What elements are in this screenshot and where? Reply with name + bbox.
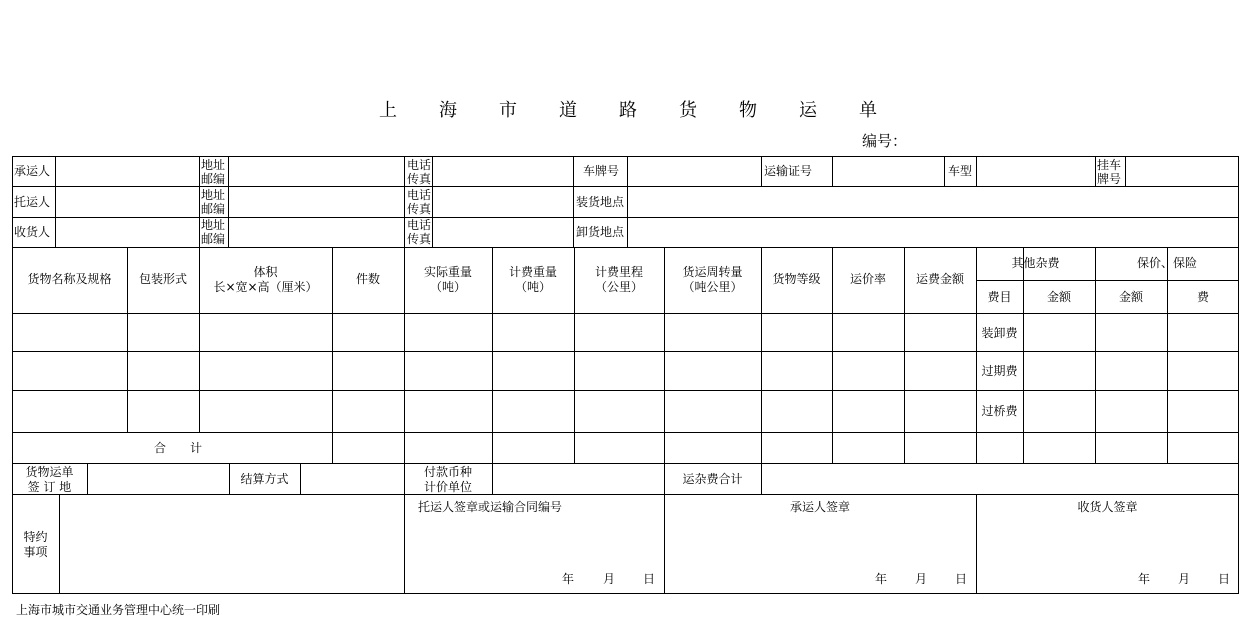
grade-header: 货物等级 [772, 272, 821, 286]
consignee-phone-field[interactable] [433, 218, 573, 247]
insurance-fee-field[interactable] [1168, 314, 1238, 351]
fax-label: 传真 [407, 202, 432, 216]
volume-header: 体积 [253, 265, 278, 279]
insurance-header: 保价、保险 [1136, 256, 1197, 270]
postcode-label: 邮编 [201, 172, 226, 186]
shipper-label: 托运人 [14, 195, 51, 209]
freight-field[interactable] [905, 391, 976, 432]
consignee-sign-year: 年 [1138, 572, 1151, 586]
sign-place-field[interactable] [88, 464, 229, 494]
consignee-field[interactable] [56, 218, 199, 247]
load-place-field[interactable] [628, 187, 1238, 216]
charge-distance-header: 计费里程 [594, 265, 643, 279]
vehicle-type-field[interactable] [977, 157, 1095, 186]
misc-header: 其他杂费 [1011, 256, 1060, 270]
serial-number-label: 编号： [862, 132, 908, 150]
insurance-amount-field[interactable] [1096, 314, 1167, 351]
phone-label: 电话 [407, 218, 432, 232]
charge-weight-field[interactable] [493, 391, 574, 432]
freight-header: 运费金额 [915, 272, 964, 286]
grade-field[interactable] [762, 352, 832, 390]
charge-distance-header: （公里） [594, 280, 643, 294]
pieces-header: 件数 [355, 272, 380, 286]
insurance-amount-field[interactable] [1096, 391, 1167, 432]
title-char: 货 [679, 100, 697, 121]
shipper-address-field[interactable] [229, 187, 404, 216]
packing-header: 包装形式 [138, 272, 187, 286]
plate-field[interactable] [628, 157, 761, 186]
carrier-phone-field[interactable] [433, 157, 573, 186]
misc-item-header: 费目 [987, 290, 1012, 304]
sign-place-label: 货物运单 [25, 465, 74, 479]
charge-distance-field[interactable] [575, 314, 664, 351]
consignee-sign-month: 月 [1178, 572, 1191, 586]
permit-label: 运输证号 [764, 164, 813, 178]
misc-amount-field[interactable] [1024, 391, 1095, 432]
special-terms-label: 特约 [23, 530, 48, 544]
shipper-sign-day: 日 [643, 572, 656, 586]
fax-label: 传真 [407, 232, 432, 246]
misc-amount-field[interactable] [1024, 352, 1095, 390]
trailer-plate-label: 牌号 [1097, 172, 1122, 186]
total-label: 合 计 [153, 441, 202, 455]
title-char: 路 [619, 100, 637, 121]
volume-field[interactable] [200, 391, 332, 432]
packing-field[interactable] [128, 352, 199, 390]
fax-label: 传真 [407, 172, 432, 186]
grid-line [573, 156, 574, 187]
carrier-sign-label: 承运人签章 [789, 500, 850, 514]
settlement-field[interactable] [301, 464, 404, 494]
title-char: 市 [499, 100, 517, 121]
grid-line [761, 156, 762, 187]
grid-line [199, 186, 200, 247]
consignee-sign-day: 日 [1218, 572, 1231, 586]
shipper-field[interactable] [56, 187, 199, 216]
carrier-sign-day: 日 [955, 572, 968, 586]
charge-weight-header: （吨） [514, 280, 551, 294]
misc-amount-header: 金额 [1046, 290, 1071, 304]
carrier-sign-year: 年 [875, 572, 888, 586]
title-char: 单 [859, 100, 877, 121]
grade-field[interactable] [762, 391, 832, 432]
shipper-sign-month: 月 [603, 572, 616, 586]
postcode-label: 邮编 [201, 202, 226, 216]
turnover-header: （吨公里） [682, 280, 743, 294]
trailer-plate-label: 挂车 [1097, 158, 1122, 172]
charge-weight-field[interactable] [493, 352, 574, 390]
unload-place-field[interactable] [628, 218, 1238, 247]
packing-field[interactable] [128, 314, 199, 351]
turnover-header: 货运周转量 [682, 265, 743, 279]
waybill-title [0, 96, 1256, 122]
grid-line [1167, 432, 1168, 463]
trailer-plate-field[interactable] [1126, 157, 1238, 186]
insurance-amount-header: 金额 [1118, 290, 1143, 304]
actual-weight-field[interactable] [405, 314, 492, 351]
grid-line [1023, 432, 1024, 463]
rate-field[interactable] [833, 314, 904, 351]
permit-field[interactable] [833, 157, 944, 186]
grid-line [976, 247, 977, 463]
goods-name-field[interactable] [13, 352, 127, 390]
rate-field[interactable] [833, 352, 904, 390]
address-label: 地址 [201, 188, 226, 202]
freight-field[interactable] [905, 314, 976, 351]
carrier-label: 承运人 [14, 164, 51, 178]
currency-field[interactable] [493, 464, 664, 494]
misc-item-overdue: 过期费 [981, 364, 1018, 378]
special-terms-label: 事项 [23, 545, 48, 559]
pieces-field[interactable] [333, 352, 404, 390]
packing-field[interactable] [128, 391, 199, 432]
currency-label: 付款币种 [423, 465, 472, 479]
vehicle-type-label: 车型 [948, 164, 973, 178]
goods-name-field[interactable] [13, 391, 127, 432]
volume-field[interactable] [200, 352, 332, 390]
shipper-sign-field[interactable] [405, 515, 664, 565]
grid-line [976, 280, 1239, 281]
consignee-label: 收货人 [14, 225, 51, 239]
grid-line [199, 156, 200, 187]
actual-weight-header: 实际重量 [423, 265, 472, 279]
charge-weight-header: 计费重量 [508, 265, 557, 279]
consignee-sign-field[interactable] [977, 515, 1238, 565]
actual-weight-header: （吨） [429, 280, 466, 294]
misc-amount-field[interactable] [1024, 314, 1095, 351]
pieces-field[interactable] [333, 314, 404, 351]
freight-field[interactable] [905, 352, 976, 390]
grid-line [404, 186, 405, 247]
plate-label: 车牌号 [583, 164, 620, 178]
rate-header: 运价率 [849, 272, 886, 286]
title-char: 道 [559, 100, 577, 121]
carrier-address-field[interactable] [229, 157, 404, 186]
pieces-field[interactable] [333, 391, 404, 432]
goods-name-field[interactable] [13, 314, 127, 351]
title-char: 海 [439, 100, 457, 121]
shipper-sign-year: 年 [562, 572, 575, 586]
title-char: 运 [799, 100, 817, 121]
volume-field[interactable] [200, 314, 332, 351]
unload-place-label: 卸货地点 [576, 225, 625, 239]
title-char: 物 [739, 100, 757, 121]
grid-line [12, 432, 1239, 433]
actual-weight-field[interactable] [405, 352, 492, 390]
misc-item-loading: 装卸费 [981, 326, 1018, 340]
special-terms-field[interactable] [60, 495, 404, 593]
turnover-field[interactable] [665, 352, 761, 390]
grid-line [1095, 156, 1096, 187]
currency-label: 计价单位 [423, 480, 472, 494]
shipper-sign-label: 托运人签章或运输合同编号 [418, 500, 563, 514]
grade-field[interactable] [762, 314, 832, 351]
insurance-fee-field[interactable] [1168, 352, 1238, 390]
insurance-fee-field[interactable] [1168, 391, 1238, 432]
grid-line [573, 186, 574, 247]
carrier-field[interactable] [56, 157, 199, 186]
shipper-phone-field[interactable] [433, 187, 573, 216]
rate-field[interactable] [833, 391, 904, 432]
turnover-field[interactable] [665, 391, 761, 432]
misc-item-bridge: 过桥费 [981, 404, 1018, 418]
phone-label: 电话 [407, 158, 432, 172]
insurance-amount-field[interactable] [1096, 352, 1167, 390]
charge-distance-field[interactable] [575, 352, 664, 390]
carrier-sign-month: 月 [915, 572, 928, 586]
postcode-label: 邮编 [201, 232, 226, 246]
load-place-label: 装货地点 [576, 195, 625, 209]
volume-header: 长×宽×高（厘米） [213, 280, 318, 294]
grid-line [944, 156, 945, 187]
insurance-fee-header: 费 [1196, 290, 1209, 304]
printer-note: 上海市城市交通业务管理中心统一印刷 [16, 603, 221, 617]
freight-total-field[interactable] [762, 464, 1238, 494]
address-label: 地址 [201, 158, 226, 172]
consignee-address-field[interactable] [229, 218, 404, 247]
address-label: 地址 [201, 218, 226, 232]
grid-line [404, 156, 405, 187]
charge-distance-field[interactable] [575, 391, 664, 432]
carrier-sign-field[interactable] [665, 515, 976, 565]
phone-label: 电话 [407, 188, 432, 202]
settlement-label: 结算方式 [240, 472, 289, 486]
actual-weight-field[interactable] [405, 391, 492, 432]
freight-total-label: 运杂费合计 [682, 472, 743, 486]
turnover-field[interactable] [665, 314, 761, 351]
grid-line [12, 247, 1239, 248]
sign-place-label: 签 订 地 [27, 480, 72, 494]
goods-header: 货物名称及规格 [27, 272, 112, 286]
consignee-sign-label: 收货人签章 [1077, 500, 1138, 514]
title-char: 上 [379, 100, 397, 121]
charge-weight-field[interactable] [493, 314, 574, 351]
